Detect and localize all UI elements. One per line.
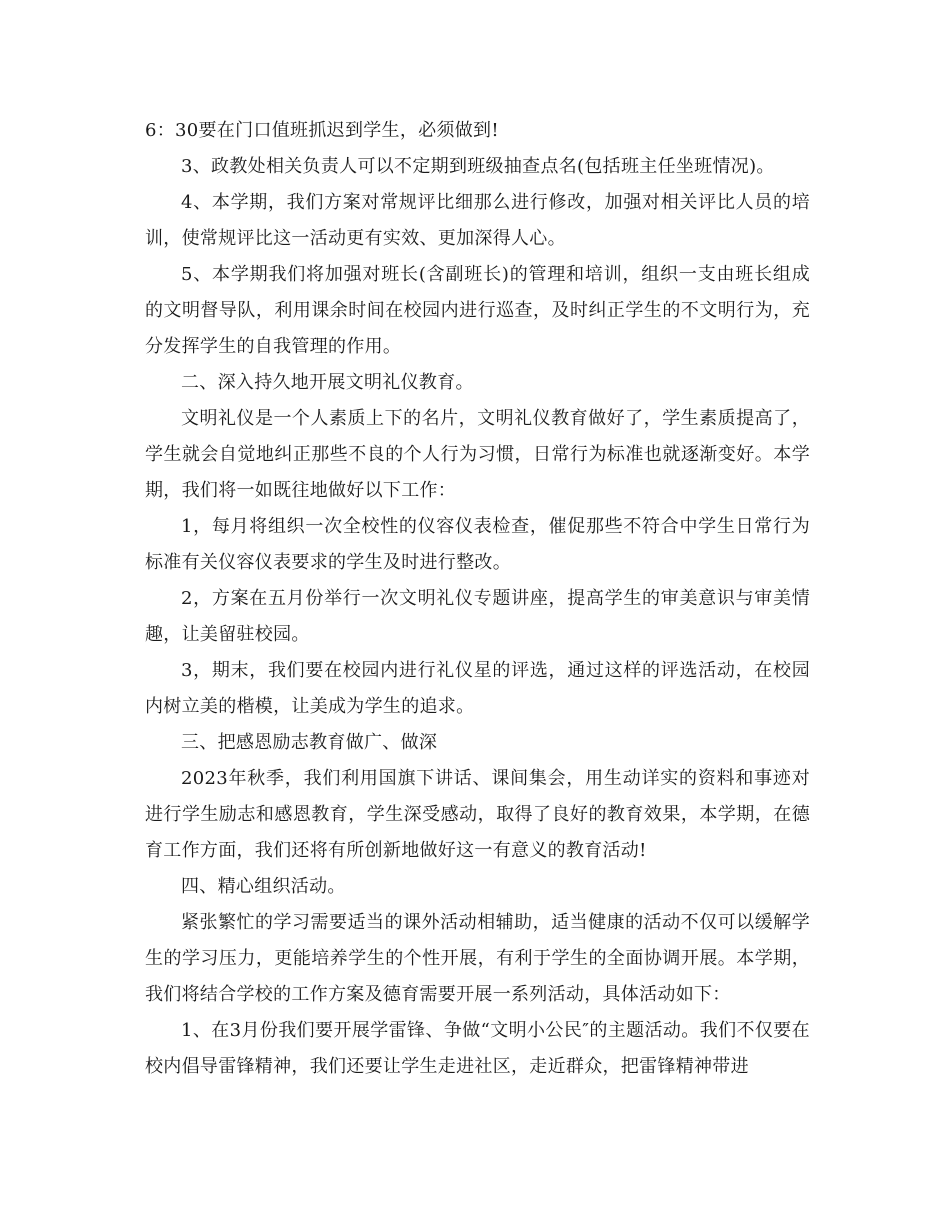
paragraph: 6：30要在门口值班抓迟到学生，必须做到! <box>145 120 499 141</box>
paragraph: 2，方案在五月份举行一次文明礼仪专题讲座，提高学生的审美意识与审美情趣，让美留驻校园。 <box>145 588 810 645</box>
section-heading: 四、精心组织活动。 <box>181 876 346 897</box>
paragraph: 紧张繁忙的学习需要适当的课外活动相辅助，适当健康的活动不仅可以缓解学生的学习压力，更能培养学生的个性开展，有利于学生的全面协调开展。本学期，我们将结合学校的工作方案及德育需要开展一系列活动，具体活动如下： <box>145 912 810 1005</box>
paragraph: 文明礼仪是一个人素质上下的名片，文明礼仪教育做好了，学生素质提高了，学生就会自觉地纠正那些不良的个人行为习惯，日常行为标准也就逐渐变好。本学期，我们将一如既往地做好以下工作： <box>145 408 810 501</box>
paragraph: 1，每月将组织一次全校性的仪容仪表检查，催促那些不符合中学生日常行为标准有关仪容仪表要求的学生及时进行整改。 <box>145 516 810 573</box>
paragraph: 5、本学期我们将加强对班长(含副班长)的管理和培训，组织一支由班长组成的文明督导队，利用课余时间在校园内进行巡查，及时纠正学生的不文明行为，充分发挥学生的自我管理的作用。 <box>145 264 810 357</box>
section-heading: 三、把感恩励志教育做广、做深 <box>181 732 438 753</box>
paragraph: 3，期末，我们要在校园内进行礼仪星的评选，通过这样的评选活动，在校园内树立美的楷模，让美成为学生的追求。 <box>145 660 810 717</box>
paragraph: 2023年秋季，我们利用国旗下讲话、课间集会，用生动详实的资料和事迹对进行学生励志和感恩教育，学生深受感动，取得了良好的教育效果，本学期，在德育工作方面，我们还将有所创新地做好这一有意义的教育活动! <box>145 768 810 861</box>
paragraph: 3、政教处相关负责人可以不定期到班级抽查点名(包括班主任坐班情况)。 <box>181 156 775 177</box>
section-heading: 二、深入持久地开展文明礼仪教育。 <box>181 372 474 393</box>
paragraph: 4、本学期，我们方案对常规评比细那么进行修改，加强对相关评比人员的培训，使常规评比这一活动更有实效、更加深得人心。 <box>145 192 810 249</box>
paragraph: 1、在3月份我们要开展学雷锋、争做“文明小公民″的主题活动。我们不仅要在校内倡导雷锋精神，我们还要让学生走进社区，走近群众，把雷锋精神带进 <box>145 1020 810 1077</box>
document-body <box>145 113 810 1085</box>
